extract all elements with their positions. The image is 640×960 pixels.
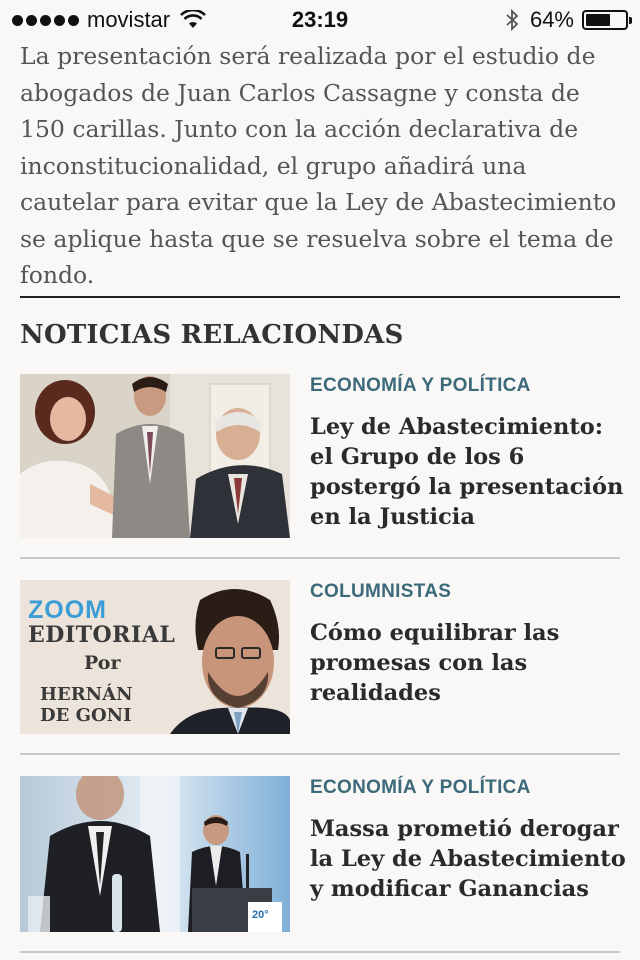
headline-link[interactable]: Massa prometió derogar la Ley de Abastecimiento y modificar Ganancias — [310, 816, 626, 902]
status-bar — [0, 0, 640, 40]
thumb-text-zoom: ZOOM — [28, 596, 107, 624]
section-divider — [20, 296, 620, 298]
related-item[interactable] — [20, 374, 624, 538]
thumb-text-author-last: DE GONI — [40, 705, 132, 726]
related-item-text[interactable] — [310, 374, 630, 532]
thumb-text-author-first: HERNÁN — [40, 684, 133, 705]
carrier-name: movistar — [87, 7, 171, 32]
clock: 23:19 — [291, 7, 349, 32]
headline-link[interactable]: Ley de Abastecimiento: el Grupo de los 6 postergó la presentación en la Justicia — [310, 414, 624, 530]
battery-percent: 64% — [529, 7, 574, 32]
article-paragraph: La presentación será realizada por el estudio de abogados de Juan Carlos Cassagne y consta de 150 carillas. Junto con la acción declarativa de inconstitucionalidad, el grupo añadirá una cautelar para evitar que la Ley de Abastecimiento se aplique hasta que se resuelva sobre el tema de fondo. — [20, 42, 617, 289]
status-right — [504, 0, 628, 40]
category-label[interactable]: COLUMNISTAS — [310, 581, 452, 602]
photo-handshake — [20, 374, 290, 538]
category-label[interactable]: ECONOMÍA Y POLÍTICA — [310, 777, 531, 798]
related-item[interactable] — [20, 776, 626, 932]
headline-link[interactable]: Cómo equilibrar las promesas con las realidades — [310, 620, 560, 706]
related-item[interactable] — [20, 580, 620, 734]
svg-text:20°: 20° — [252, 909, 269, 921]
photo-speaker-podium — [20, 776, 290, 932]
related-item-text[interactable] — [310, 776, 630, 904]
thumb-text-editorial: EDITORIAL — [28, 622, 176, 648]
item-divider — [20, 557, 620, 559]
battery-icon — [582, 10, 628, 30]
bluetooth-icon — [504, 8, 520, 32]
thumb-text-por: Por — [84, 652, 121, 674]
related-news-title: NOTICIAS RELACIONDAS — [20, 320, 404, 350]
related-item-image-handshake[interactable] — [20, 374, 290, 538]
related-item-image-speaker[interactable] — [20, 776, 290, 932]
item-divider — [20, 951, 620, 953]
item-divider — [20, 753, 620, 755]
category-label[interactable]: ECONOMÍA Y POLÍTICA — [310, 375, 531, 396]
related-item-text[interactable] — [310, 580, 630, 708]
related-item-image-zoom-editorial[interactable] — [20, 580, 290, 734]
